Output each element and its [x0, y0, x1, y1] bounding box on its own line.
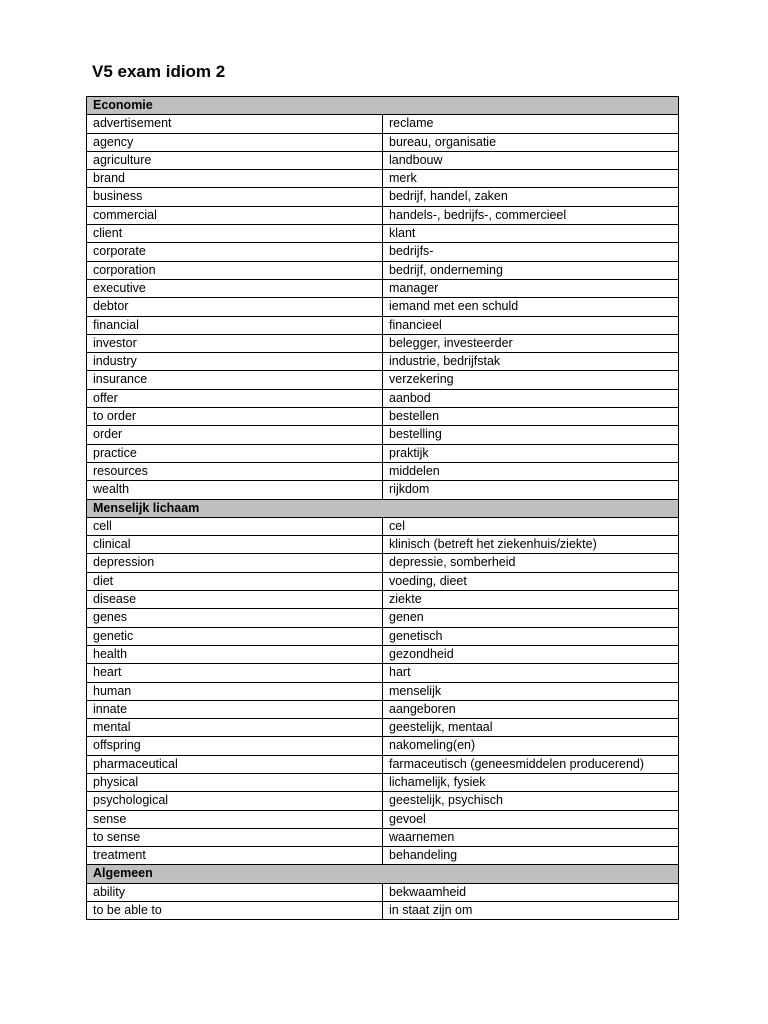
english-term: brand: [87, 170, 383, 188]
english-term: disease: [87, 591, 383, 609]
table-row: [87, 700, 679, 718]
table-row: [87, 353, 679, 371]
table-row: [87, 170, 679, 188]
table-row: [87, 426, 679, 444]
english-term: business: [87, 188, 383, 206]
table-row: [87, 243, 679, 261]
dutch-translation: rijkdom: [383, 481, 679, 499]
english-term: agency: [87, 133, 383, 151]
dutch-translation: bedrijf, onderneming: [383, 261, 679, 279]
dutch-translation: geestelijk, mentaal: [383, 719, 679, 737]
table-row: [87, 279, 679, 297]
dutch-translation: menselijk: [383, 682, 679, 700]
table-row: [87, 334, 679, 352]
dutch-translation: middelen: [383, 462, 679, 480]
dutch-translation: bureau, organisatie: [383, 133, 679, 151]
english-term: human: [87, 682, 383, 700]
dutch-translation: waarnemen: [383, 828, 679, 846]
table-row: [87, 261, 679, 279]
english-term: depression: [87, 554, 383, 572]
table-row: [87, 517, 679, 535]
table-row: [87, 719, 679, 737]
table-row: [87, 682, 679, 700]
dutch-translation: bekwaamheid: [383, 883, 679, 901]
table-row: [87, 554, 679, 572]
vocabulary-table: [86, 96, 679, 920]
table-row: [87, 536, 679, 554]
dutch-translation: reclame: [383, 115, 679, 133]
english-term: to order: [87, 408, 383, 426]
table-row: [87, 188, 679, 206]
dutch-translation: bestelling: [383, 426, 679, 444]
dutch-translation: ziekte: [383, 591, 679, 609]
dutch-translation: bestellen: [383, 408, 679, 426]
english-term: resources: [87, 462, 383, 480]
english-term: genetic: [87, 627, 383, 645]
english-term: executive: [87, 279, 383, 297]
table-row: [87, 609, 679, 627]
dutch-translation: genen: [383, 609, 679, 627]
table-row: [87, 444, 679, 462]
english-term: mental: [87, 719, 383, 737]
table-row: [87, 810, 679, 828]
table-row: [87, 645, 679, 663]
english-term: industry: [87, 353, 383, 371]
english-term: offspring: [87, 737, 383, 755]
dutch-translation: bedrijf, handel, zaken: [383, 188, 679, 206]
english-term: clinical: [87, 536, 383, 554]
page-title: V5 exam idiom 2: [92, 62, 226, 81]
dutch-translation: klinisch (betreft het ziekenhuis/ziekte): [383, 536, 679, 554]
table-row: [87, 828, 679, 846]
section-title: Algemeen: [87, 865, 679, 883]
dutch-translation: genetisch: [383, 627, 679, 645]
dutch-translation: aangeboren: [383, 700, 679, 718]
table-row: [87, 462, 679, 480]
dutch-translation: gevoel: [383, 810, 679, 828]
english-term: investor: [87, 334, 383, 352]
english-term: psychological: [87, 792, 383, 810]
english-term: insurance: [87, 371, 383, 389]
table-row: [87, 115, 679, 133]
section-header: [87, 499, 679, 517]
dutch-translation: manager: [383, 279, 679, 297]
table-row: [87, 664, 679, 682]
english-term: agriculture: [87, 151, 383, 169]
dutch-translation: hart: [383, 664, 679, 682]
table-row: [87, 151, 679, 169]
english-term: sense: [87, 810, 383, 828]
english-term: commercial: [87, 206, 383, 224]
table-row: [87, 755, 679, 773]
dutch-translation: geestelijk, psychisch: [383, 792, 679, 810]
english-term: corporation: [87, 261, 383, 279]
section-title: Menselijk lichaam: [87, 499, 679, 517]
english-term: ability: [87, 883, 383, 901]
dutch-translation: industrie, bedrijfstak: [383, 353, 679, 371]
english-term: corporate: [87, 243, 383, 261]
table-row: [87, 591, 679, 609]
dutch-translation: farmaceutisch (geneesmiddelen producerend): [383, 755, 679, 773]
table-row: [87, 298, 679, 316]
dutch-translation: financieel: [383, 316, 679, 334]
dutch-translation: in staat zijn om: [383, 902, 679, 920]
table-row: [87, 225, 679, 243]
dutch-translation: bedrijfs-: [383, 243, 679, 261]
dutch-translation: voeding, dieet: [383, 572, 679, 590]
english-term: to sense: [87, 828, 383, 846]
dutch-translation: landbouw: [383, 151, 679, 169]
table-row: [87, 408, 679, 426]
dutch-translation: gezondheid: [383, 645, 679, 663]
dutch-translation: behandeling: [383, 847, 679, 865]
table-row: [87, 883, 679, 901]
table-row: [87, 773, 679, 791]
english-term: health: [87, 645, 383, 663]
section-header: [87, 865, 679, 883]
table-row: [87, 847, 679, 865]
table-row: [87, 627, 679, 645]
table-row: [87, 371, 679, 389]
english-term: treatment: [87, 847, 383, 865]
english-term: innate: [87, 700, 383, 718]
table-row: [87, 481, 679, 499]
english-term: practice: [87, 444, 383, 462]
dutch-translation: iemand met een schuld: [383, 298, 679, 316]
english-term: heart: [87, 664, 383, 682]
english-term: physical: [87, 773, 383, 791]
english-term: advertisement: [87, 115, 383, 133]
english-term: genes: [87, 609, 383, 627]
dutch-translation: depressie, somberheid: [383, 554, 679, 572]
english-term: pharmaceutical: [87, 755, 383, 773]
dutch-translation: merk: [383, 170, 679, 188]
english-term: cell: [87, 517, 383, 535]
dutch-translation: aanbod: [383, 389, 679, 407]
english-term: order: [87, 426, 383, 444]
table-row: [87, 792, 679, 810]
dutch-translation: praktijk: [383, 444, 679, 462]
table-row: [87, 572, 679, 590]
dutch-translation: belegger, investeerder: [383, 334, 679, 352]
table-row: [87, 133, 679, 151]
dutch-translation: lichamelijk, fysiek: [383, 773, 679, 791]
section-title: Economie: [87, 97, 679, 115]
section-header: [87, 97, 679, 115]
english-term: client: [87, 225, 383, 243]
dutch-translation: cel: [383, 517, 679, 535]
english-term: debtor: [87, 298, 383, 316]
dutch-translation: nakomeling(en): [383, 737, 679, 755]
dutch-translation: klant: [383, 225, 679, 243]
table-row: [87, 389, 679, 407]
dutch-translation: handels-, bedrijfs-, commercieel: [383, 206, 679, 224]
table-row: [87, 737, 679, 755]
english-term: to be able to: [87, 902, 383, 920]
english-term: wealth: [87, 481, 383, 499]
table-row: [87, 206, 679, 224]
english-term: financial: [87, 316, 383, 334]
dutch-translation: verzekering: [383, 371, 679, 389]
table-row: [87, 902, 679, 920]
english-term: diet: [87, 572, 383, 590]
english-term: offer: [87, 389, 383, 407]
table-row: [87, 316, 679, 334]
